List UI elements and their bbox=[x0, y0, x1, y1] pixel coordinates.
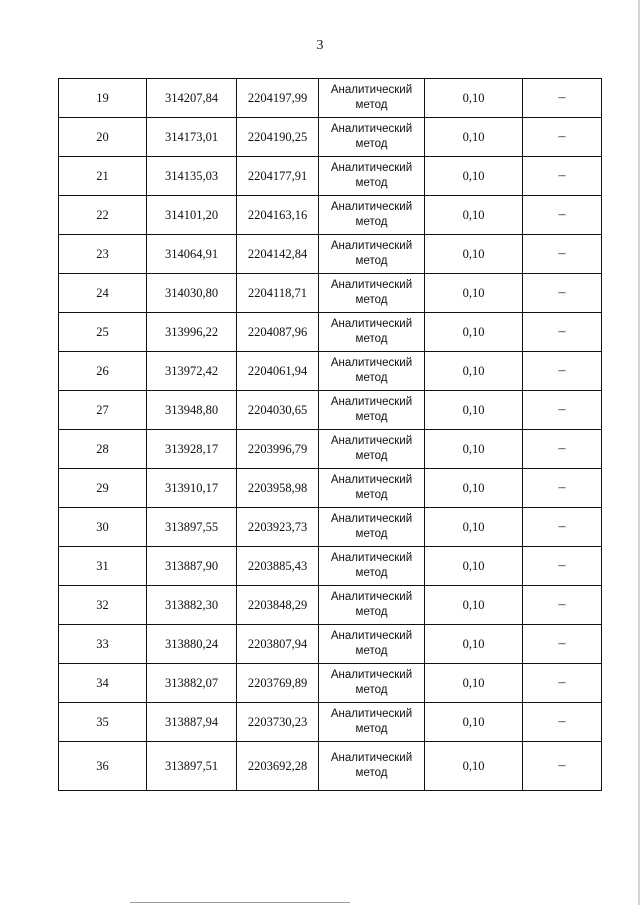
point-number-cell: 30 bbox=[59, 508, 147, 547]
table-row bbox=[59, 157, 602, 196]
method-line-1: Аналитический bbox=[330, 474, 413, 486]
method-cell bbox=[319, 586, 425, 625]
table-body bbox=[59, 79, 602, 791]
note-cell: – bbox=[523, 118, 602, 157]
table-row bbox=[59, 391, 602, 430]
table-row bbox=[59, 469, 602, 508]
accuracy-cell: 0,10 bbox=[425, 547, 523, 586]
accuracy-cell: 0,10 bbox=[425, 625, 523, 664]
method-line-2: метод bbox=[355, 255, 388, 267]
method-line-2: метод bbox=[355, 528, 388, 540]
method-cell bbox=[319, 235, 425, 274]
table-row bbox=[59, 118, 602, 157]
method-cell bbox=[319, 313, 425, 352]
y-coordinate-cell: 2203848,29 bbox=[237, 586, 319, 625]
method-cell bbox=[319, 391, 425, 430]
accuracy-cell: 0,10 bbox=[425, 391, 523, 430]
method-cell bbox=[319, 274, 425, 313]
table-row bbox=[59, 79, 602, 118]
accuracy-cell: 0,10 bbox=[425, 157, 523, 196]
x-coordinate-cell: 314101,20 bbox=[147, 196, 237, 235]
x-coordinate-cell: 313910,17 bbox=[147, 469, 237, 508]
point-number-cell: 21 bbox=[59, 157, 147, 196]
point-number-cell: 25 bbox=[59, 313, 147, 352]
method-line-2: метод bbox=[355, 606, 388, 618]
method-line-1: Аналитический bbox=[330, 279, 413, 291]
y-coordinate-cell: 2204061,94 bbox=[237, 352, 319, 391]
table-row bbox=[59, 430, 602, 469]
note-cell: – bbox=[523, 430, 602, 469]
method-cell bbox=[319, 625, 425, 664]
method-line-1: Аналитический bbox=[330, 708, 413, 720]
x-coordinate-cell: 313897,55 bbox=[147, 508, 237, 547]
coordinates-table bbox=[58, 78, 602, 791]
accuracy-cell: 0,10 bbox=[425, 79, 523, 118]
note-cell: – bbox=[523, 157, 602, 196]
method-line-2: метод bbox=[355, 372, 388, 384]
accuracy-cell: 0,10 bbox=[425, 703, 523, 742]
accuracy-cell: 0,10 bbox=[425, 664, 523, 703]
x-coordinate-cell: 313882,07 bbox=[147, 664, 237, 703]
method-line-1: Аналитический bbox=[330, 669, 413, 681]
y-coordinate-cell: 2203958,98 bbox=[237, 469, 319, 508]
x-coordinate-cell: 313887,90 bbox=[147, 547, 237, 586]
note-cell: – bbox=[523, 196, 602, 235]
y-coordinate-cell: 2204163,16 bbox=[237, 196, 319, 235]
y-coordinate-cell: 2204087,96 bbox=[237, 313, 319, 352]
x-coordinate-cell: 313948,80 bbox=[147, 391, 237, 430]
table-row bbox=[59, 274, 602, 313]
method-line-1: Аналитический bbox=[330, 435, 413, 447]
method-line-1: Аналитический bbox=[330, 752, 413, 764]
x-coordinate-cell: 313928,17 bbox=[147, 430, 237, 469]
method-cell bbox=[319, 742, 425, 791]
table-row bbox=[59, 664, 602, 703]
method-cell bbox=[319, 157, 425, 196]
y-coordinate-cell: 2204197,99 bbox=[237, 79, 319, 118]
y-coordinate-cell: 2203692,28 bbox=[237, 742, 319, 791]
note-cell: – bbox=[523, 547, 602, 586]
accuracy-cell: 0,10 bbox=[425, 274, 523, 313]
table-row bbox=[59, 547, 602, 586]
point-number-cell: 34 bbox=[59, 664, 147, 703]
table-row bbox=[59, 313, 602, 352]
accuracy-cell: 0,10 bbox=[425, 508, 523, 547]
note-cell: – bbox=[523, 469, 602, 508]
point-number-cell: 32 bbox=[59, 586, 147, 625]
x-coordinate-cell: 314207,84 bbox=[147, 79, 237, 118]
method-line-2: метод bbox=[355, 450, 388, 462]
method-line-1: Аналитический bbox=[330, 591, 413, 603]
point-number-cell: 22 bbox=[59, 196, 147, 235]
note-cell: – bbox=[523, 391, 602, 430]
note-cell: – bbox=[523, 235, 602, 274]
y-coordinate-cell: 2204190,25 bbox=[237, 118, 319, 157]
method-line-2: метод bbox=[355, 294, 388, 306]
method-line-1: Аналитический bbox=[330, 162, 413, 174]
method-cell bbox=[319, 352, 425, 391]
y-coordinate-cell: 2203996,79 bbox=[237, 430, 319, 469]
x-coordinate-cell: 313882,30 bbox=[147, 586, 237, 625]
table-row bbox=[59, 586, 602, 625]
method-line-1: Аналитический bbox=[330, 84, 413, 96]
method-line-2: метод bbox=[355, 333, 388, 345]
point-number-cell: 28 bbox=[59, 430, 147, 469]
method-cell bbox=[319, 703, 425, 742]
method-cell bbox=[319, 664, 425, 703]
method-cell bbox=[319, 430, 425, 469]
y-coordinate-cell: 2203730,23 bbox=[237, 703, 319, 742]
table-row bbox=[59, 508, 602, 547]
point-number-cell: 24 bbox=[59, 274, 147, 313]
method-line-1: Аналитический bbox=[330, 357, 413, 369]
point-number-cell: 23 bbox=[59, 235, 147, 274]
x-coordinate-cell: 313996,22 bbox=[147, 313, 237, 352]
method-line-2: метод bbox=[355, 567, 388, 579]
method-cell bbox=[319, 196, 425, 235]
note-cell: – bbox=[523, 274, 602, 313]
accuracy-cell: 0,10 bbox=[425, 742, 523, 791]
point-number-cell: 20 bbox=[59, 118, 147, 157]
point-number-cell: 36 bbox=[59, 742, 147, 791]
accuracy-cell: 0,10 bbox=[425, 430, 523, 469]
accuracy-cell: 0,10 bbox=[425, 118, 523, 157]
note-cell: – bbox=[523, 313, 602, 352]
x-coordinate-cell: 314135,03 bbox=[147, 157, 237, 196]
x-coordinate-cell: 313880,24 bbox=[147, 625, 237, 664]
y-coordinate-cell: 2203769,89 bbox=[237, 664, 319, 703]
table-row bbox=[59, 235, 602, 274]
accuracy-cell: 0,10 bbox=[425, 352, 523, 391]
method-line-2: метод bbox=[355, 216, 388, 228]
method-cell bbox=[319, 508, 425, 547]
note-cell: – bbox=[523, 742, 602, 791]
table-row bbox=[59, 742, 602, 791]
method-line-1: Аналитический bbox=[330, 552, 413, 564]
method-line-2: метод bbox=[355, 177, 388, 189]
accuracy-cell: 0,10 bbox=[425, 313, 523, 352]
x-coordinate-cell: 313887,94 bbox=[147, 703, 237, 742]
x-coordinate-cell: 314173,01 bbox=[147, 118, 237, 157]
y-coordinate-cell: 2203923,73 bbox=[237, 508, 319, 547]
accuracy-cell: 0,10 bbox=[425, 235, 523, 274]
accuracy-cell: 0,10 bbox=[425, 469, 523, 508]
point-number-cell: 31 bbox=[59, 547, 147, 586]
point-number-cell: 35 bbox=[59, 703, 147, 742]
accuracy-cell: 0,10 bbox=[425, 586, 523, 625]
method-line-1: Аналитический bbox=[330, 201, 413, 213]
table-row bbox=[59, 703, 602, 742]
y-coordinate-cell: 2204177,91 bbox=[237, 157, 319, 196]
y-coordinate-cell: 2203807,94 bbox=[237, 625, 319, 664]
scan-edge-line bbox=[130, 902, 350, 903]
y-coordinate-cell: 2204118,71 bbox=[237, 274, 319, 313]
point-number-cell: 29 bbox=[59, 469, 147, 508]
point-number-cell: 27 bbox=[59, 391, 147, 430]
point-number-cell: 19 bbox=[59, 79, 147, 118]
method-line-2: метод bbox=[355, 684, 388, 696]
method-line-2: метод bbox=[355, 99, 388, 111]
y-coordinate-cell: 2204142,84 bbox=[237, 235, 319, 274]
method-line-2: метод bbox=[355, 767, 388, 779]
method-line-1: Аналитический bbox=[330, 240, 413, 252]
method-line-2: метод bbox=[355, 723, 388, 735]
note-cell: – bbox=[523, 625, 602, 664]
note-cell: – bbox=[523, 79, 602, 118]
x-coordinate-cell: 314030,80 bbox=[147, 274, 237, 313]
method-line-1: Аналитический bbox=[330, 123, 413, 135]
note-cell: – bbox=[523, 352, 602, 391]
method-line-2: метод bbox=[355, 489, 388, 501]
x-coordinate-cell: 314064,91 bbox=[147, 235, 237, 274]
point-number-cell: 33 bbox=[59, 625, 147, 664]
method-line-1: Аналитический bbox=[330, 513, 413, 525]
table-row bbox=[59, 352, 602, 391]
method-line-2: метод bbox=[355, 411, 388, 423]
method-line-2: метод bbox=[355, 138, 388, 150]
x-coordinate-cell: 313897,51 bbox=[147, 742, 237, 791]
table-row bbox=[59, 196, 602, 235]
method-line-1: Аналитический bbox=[330, 396, 413, 408]
table-row bbox=[59, 625, 602, 664]
method-cell bbox=[319, 469, 425, 508]
method-line-1: Аналитический bbox=[330, 318, 413, 330]
accuracy-cell: 0,10 bbox=[425, 196, 523, 235]
x-coordinate-cell: 313972,42 bbox=[147, 352, 237, 391]
note-cell: – bbox=[523, 703, 602, 742]
page-number: 3 bbox=[316, 38, 324, 53]
y-coordinate-cell: 2204030,65 bbox=[237, 391, 319, 430]
method-cell bbox=[319, 79, 425, 118]
y-coordinate-cell: 2203885,43 bbox=[237, 547, 319, 586]
point-number-cell: 26 bbox=[59, 352, 147, 391]
method-line-1: Аналитический bbox=[330, 630, 413, 642]
method-cell bbox=[319, 547, 425, 586]
note-cell: – bbox=[523, 664, 602, 703]
note-cell: – bbox=[523, 508, 602, 547]
note-cell: – bbox=[523, 586, 602, 625]
method-line-2: метод bbox=[355, 645, 388, 657]
method-cell bbox=[319, 118, 425, 157]
